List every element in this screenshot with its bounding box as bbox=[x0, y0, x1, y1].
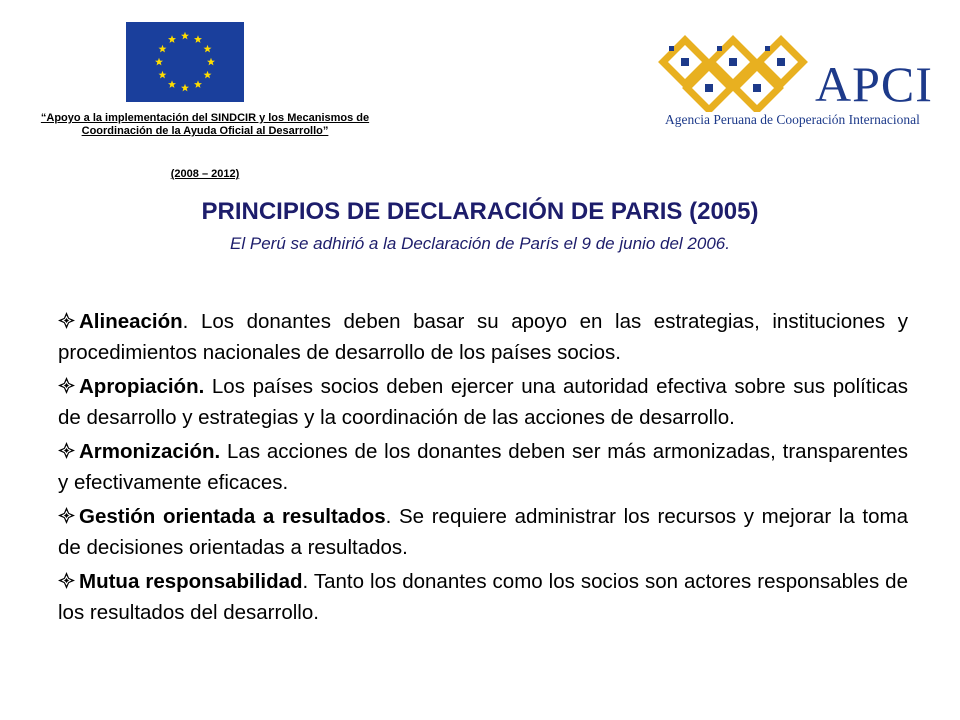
principles-list bbox=[58, 306, 908, 631]
principle-text: Tanto los donantes como los socios son actores responsables de los resultados del desarrollo. bbox=[58, 570, 908, 624]
eu-star-icon bbox=[194, 80, 202, 88]
eu-star-icon bbox=[158, 45, 166, 53]
apci-name: APCI bbox=[815, 56, 933, 112]
principle-term: Gestión orientada a resultados bbox=[79, 505, 386, 528]
eu-star-icon bbox=[204, 71, 212, 79]
project-caption: “Apoyo a la implementación del SINDCIR y los Mecanismos de Coordinación de la Ayuda Oficial al Desarrollo” bbox=[40, 112, 370, 137]
diamond-bullet-icon bbox=[58, 572, 75, 589]
principle-text: Las acciones de los donantes deben ser más armonizadas, transparentes y efectivamente eficaces. bbox=[58, 440, 908, 494]
diamond-bullet-icon bbox=[58, 377, 75, 394]
apci-mark-icon bbox=[655, 32, 815, 112]
principle-text: Se requiere administrar los recursos y mejorar la toma de decisiones orientadas a resultados. bbox=[58, 505, 908, 559]
principle-item bbox=[58, 371, 908, 433]
principle-separator: . bbox=[385, 505, 392, 528]
principle-item bbox=[58, 306, 908, 368]
eu-star-icon bbox=[155, 58, 163, 66]
eu-star-icon bbox=[168, 80, 176, 88]
principle-item bbox=[58, 566, 908, 628]
page-title: PRINCIPIOS DE DECLARACIÓN DE PARIS (2005) bbox=[201, 198, 759, 225]
diamond-bullet-icon bbox=[58, 507, 75, 524]
principle-separator: . bbox=[182, 310, 189, 333]
eu-star-icon bbox=[181, 84, 189, 92]
eu-star-icon bbox=[204, 45, 212, 53]
eu-star-icon bbox=[158, 71, 166, 79]
principle-text: Los países socios deben ejercer una autoridad efectiva sobre sus políticas de desarrollo y estrategias y la coordinación de las acciones de desarrollo. bbox=[58, 375, 908, 429]
principle-term: Armonización. bbox=[79, 440, 221, 463]
apci-tagline: Agencia Peruana de Cooperación Internacional bbox=[665, 112, 920, 127]
diamond-bullet-icon bbox=[58, 442, 75, 459]
eu-star-icon bbox=[168, 35, 176, 43]
principle-item bbox=[58, 501, 908, 563]
principle-separator: . bbox=[302, 570, 309, 593]
principle-term: Apropiación. bbox=[79, 375, 205, 398]
eu-star-icon bbox=[181, 32, 189, 40]
page-subtitle: El Perú se adhirió a la Declaración de París el 9 de junio del 2006. bbox=[230, 234, 730, 253]
principle-item bbox=[58, 436, 908, 498]
principle-term: Mutua responsabilidad bbox=[79, 570, 303, 593]
eu-star-icon bbox=[207, 58, 215, 66]
diamond-bullet-icon bbox=[58, 312, 75, 329]
eu-flag-icon bbox=[126, 22, 244, 102]
apci-logo bbox=[655, 32, 935, 142]
principle-term: Alineación bbox=[79, 310, 183, 333]
project-years: (2008 – 2012) bbox=[170, 168, 240, 180]
eu-star-icon bbox=[194, 35, 202, 43]
principle-text: Los donantes deben basar su apoyo en las estrategias, instituciones y procedimientos nacionales de desarrollo de los países socios. bbox=[58, 310, 908, 364]
